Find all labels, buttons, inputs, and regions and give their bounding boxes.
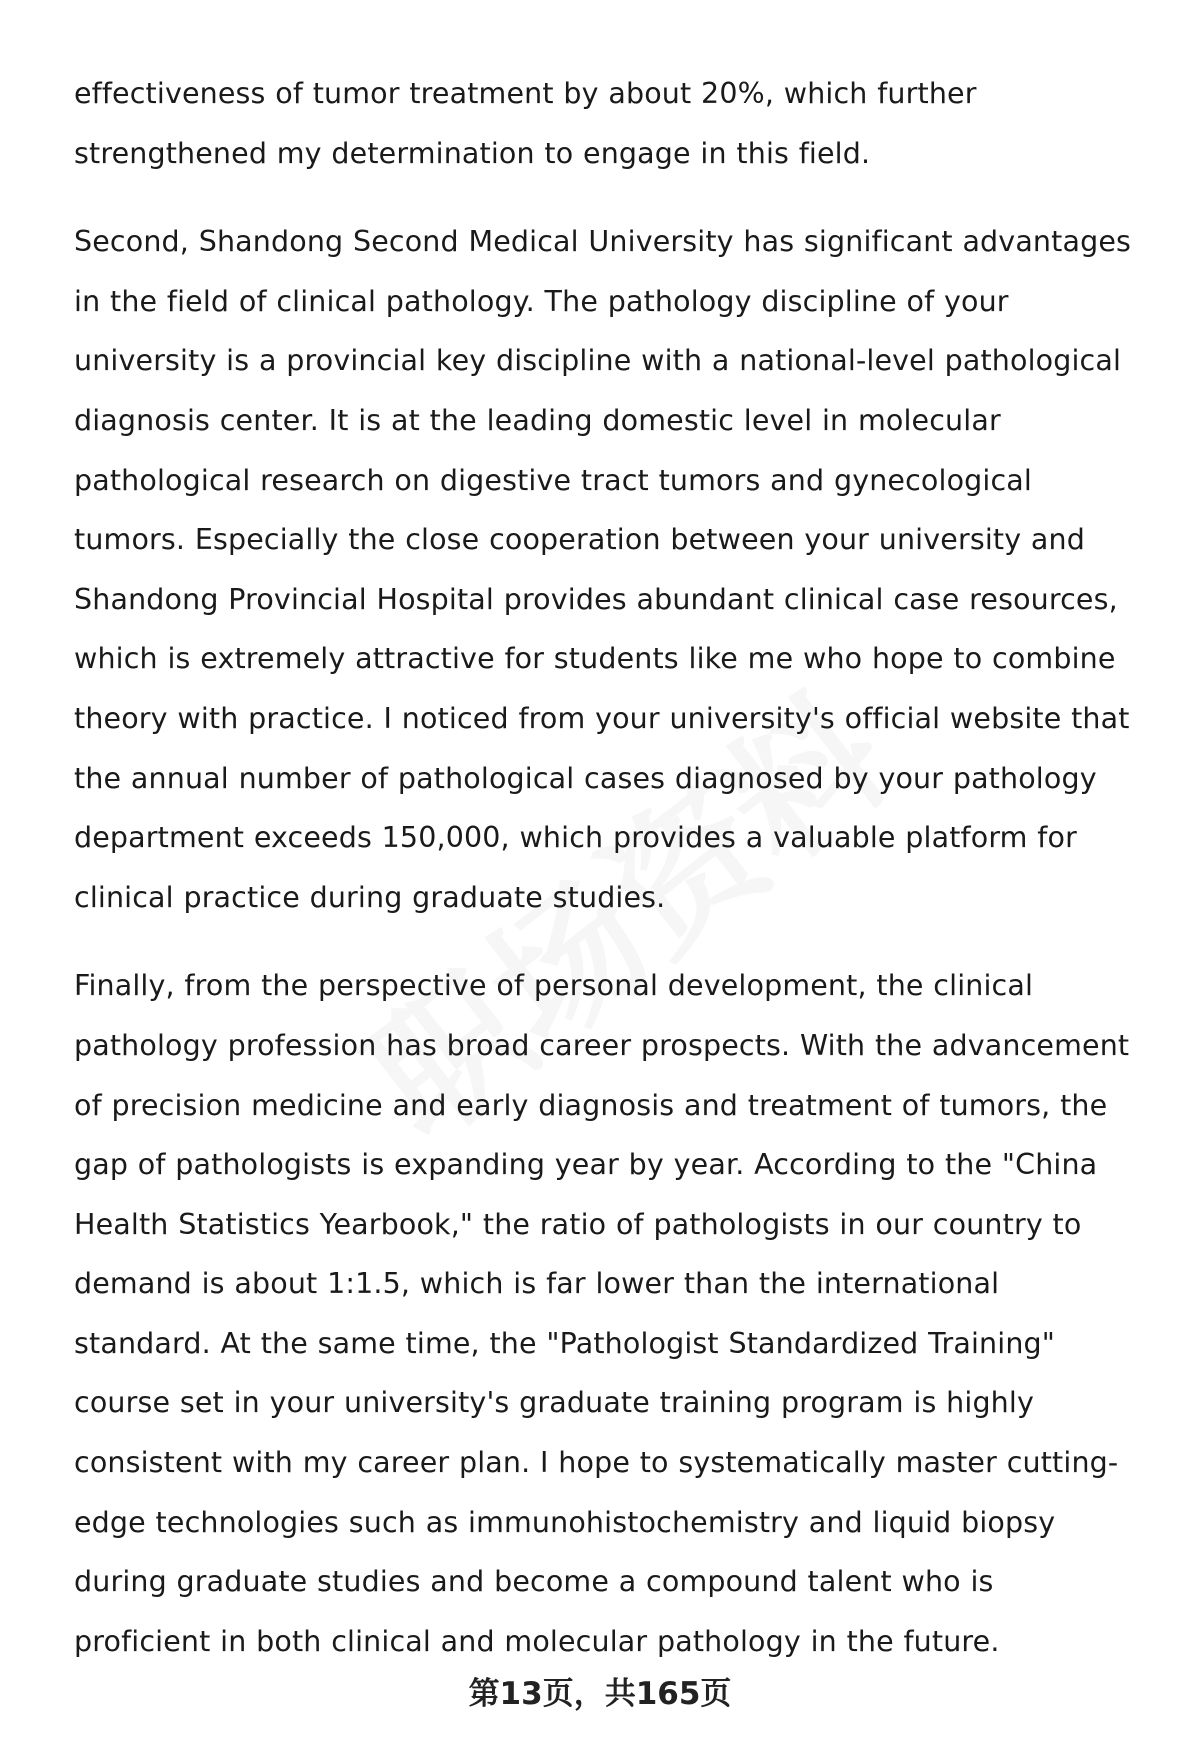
page-number-footer: 第13页，共165页 — [468, 1676, 732, 1712]
document-body — [74, 64, 1134, 1700]
paragraph-1: effectiveness of tumor treatment by about 20%, which further strengthened my determination to engage in this field. — [74, 77, 977, 170]
paragraph-2: Second, Shandong Second Medical University has significant advantages in the field of clinical pathology. The pathology discipline of your university is a provincial key discipline with a national-level pathological diagnosis center. It is at the leading domestic level in molecular pathological research on digestive tract tumors and gynecological tumors. Especially the close cooperation between your university and Shandong Provincial Hospital provides abundant clinical case resources, which is extremely attractive for students like me who hope to combine theory with practice. I noticed from your university's official website that the annual number of pathological cases diagnosed by your pathology department exceeds 150,000, which provides a valuable platform for clinical practice during graduate studies. — [74, 225, 1132, 914]
paragraph-3: Finally, from the perspective of personal development, the clinical pathology profession has broad career prospects. With the advancement of precision medicine and early diagnosis and treatment of tumors, the gap of pathologists is expanding year by year. According to the "China Health Statistics Yearbook," the ratio of pathologists in our country to demand is about 1:1.5, which is far lower than the international standard. At the same time, the "Pathologist Standardized Training" course set in your university's graduate training program is highly consistent with my career plan. I hope to systematically master cutting-edge technologies such as immunohistochemistry and liquid biopsy during graduate studies and become a compound talent who is proficient in both clinical and molecular pathology in the future. — [74, 969, 1130, 1658]
